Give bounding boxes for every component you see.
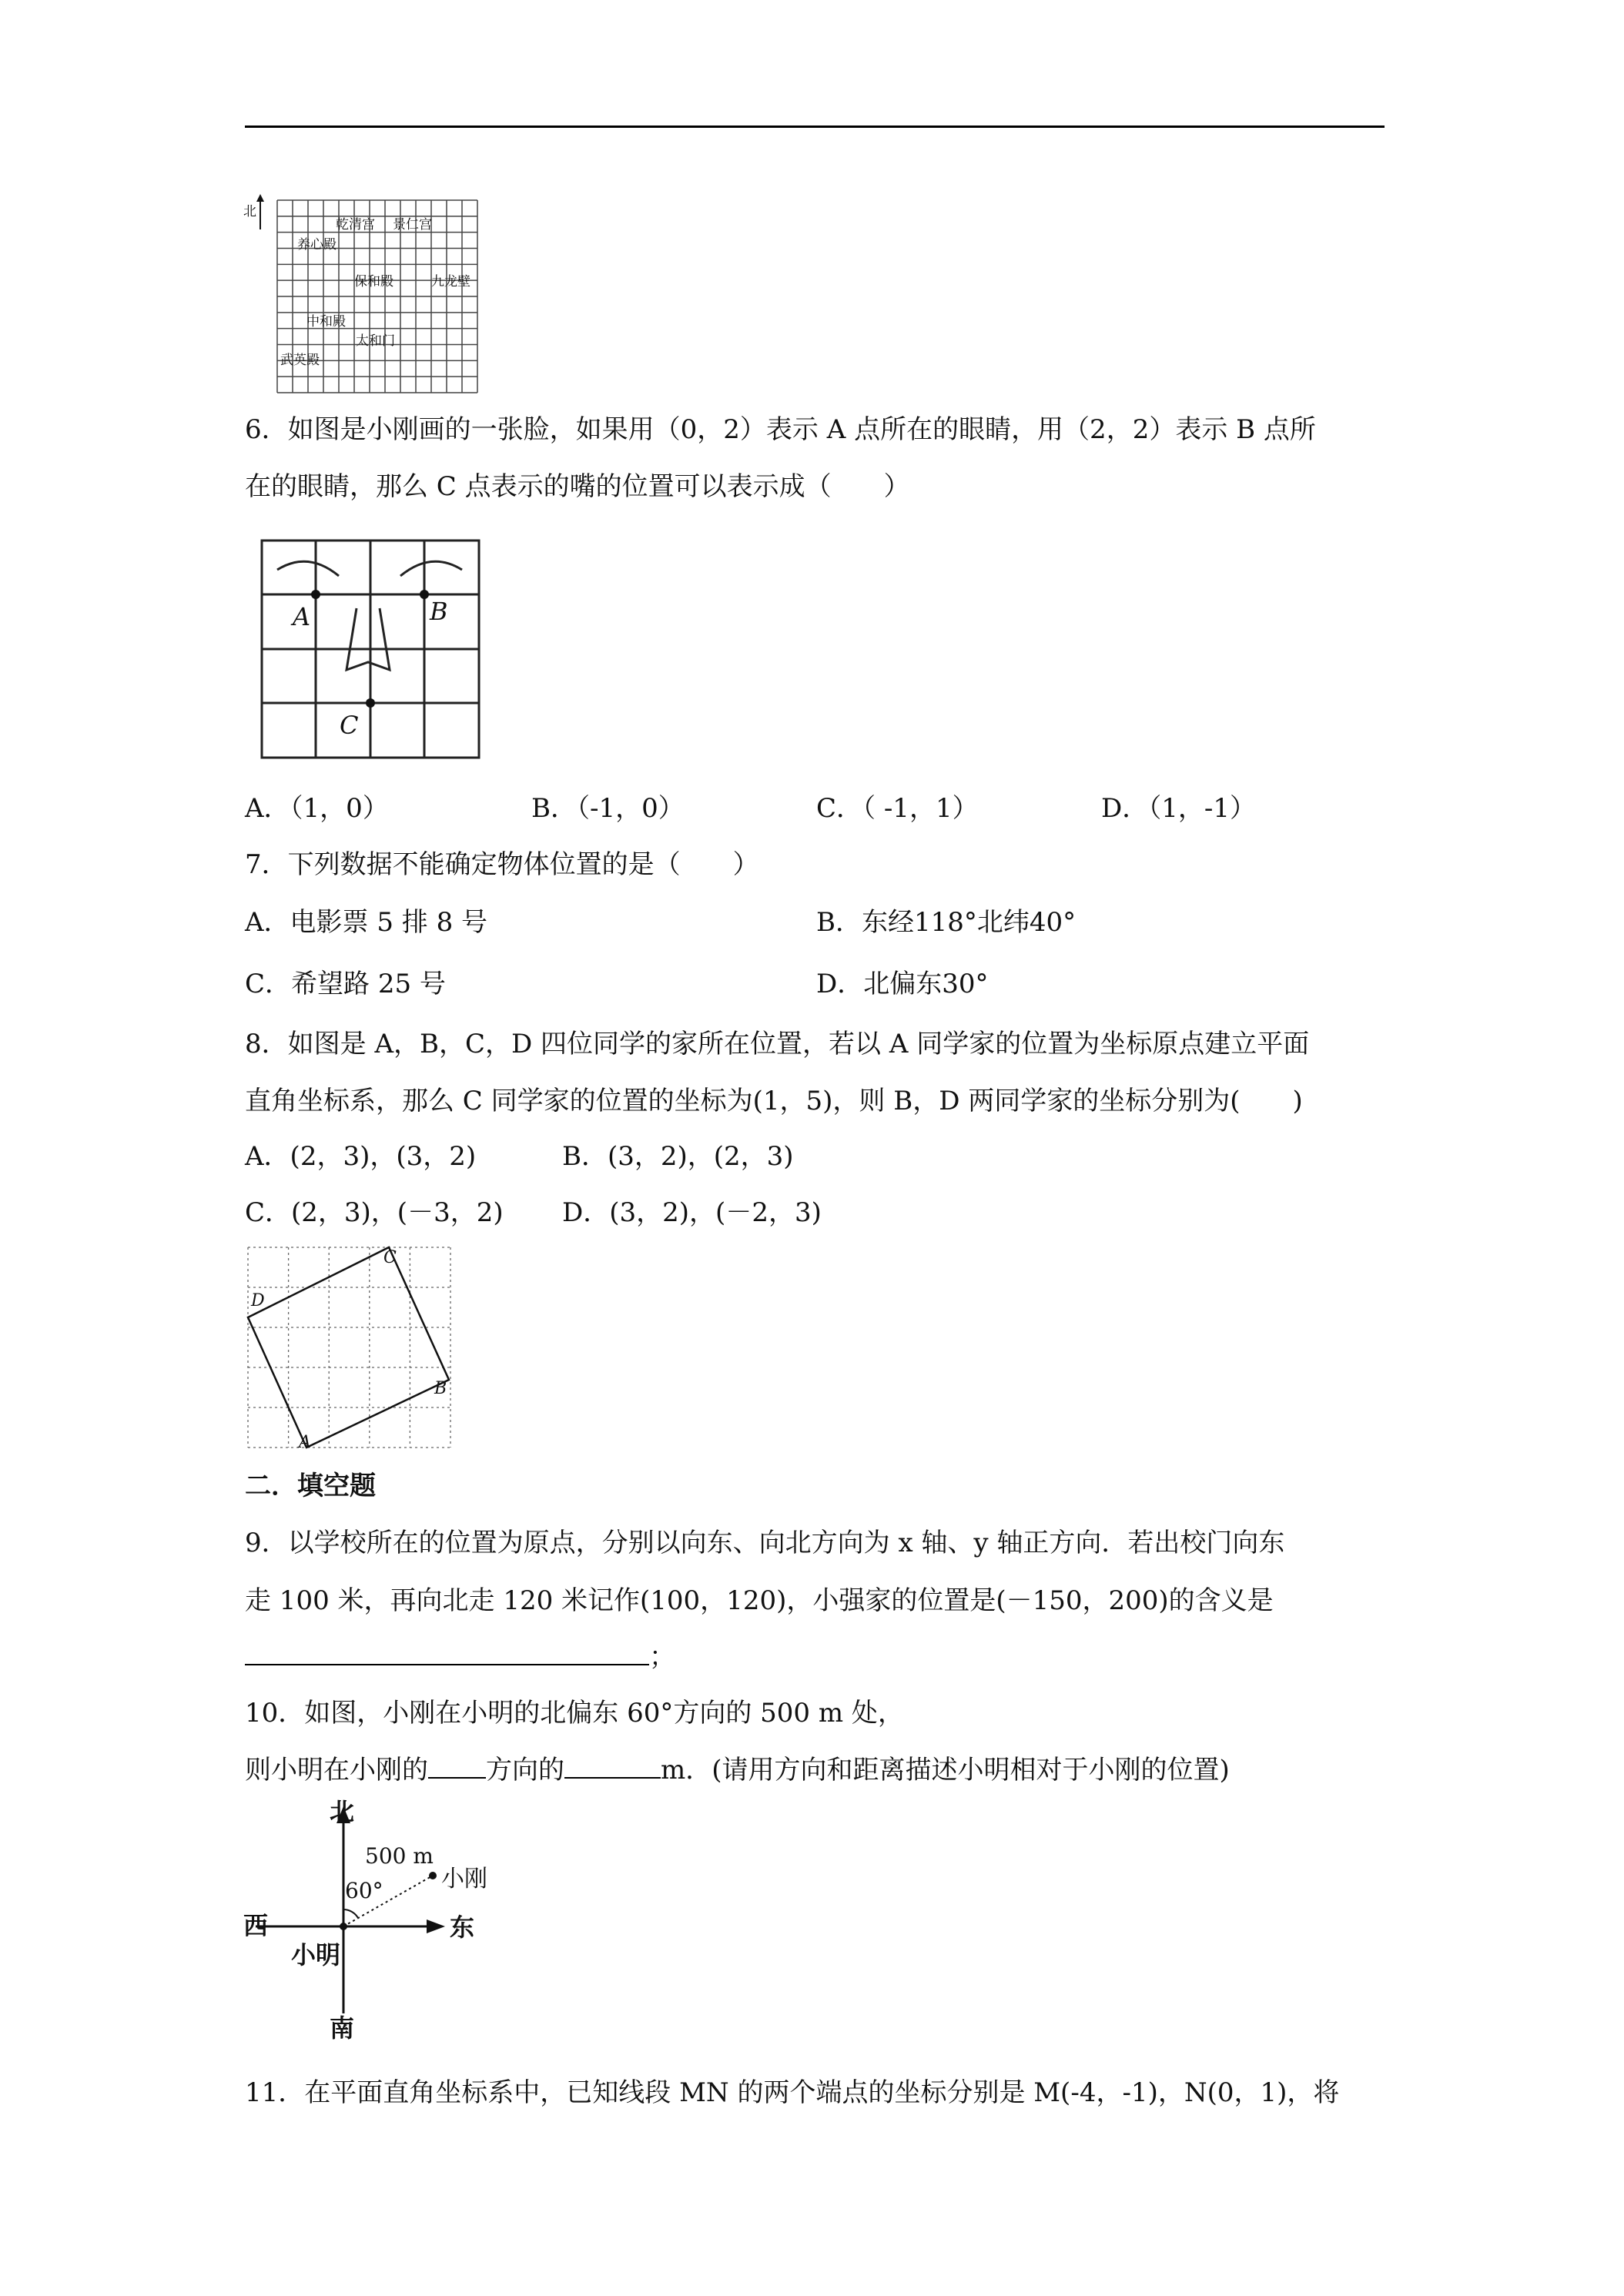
bearing-figure (243, 1797, 537, 2048)
north-label: 北 (330, 1797, 355, 1826)
q10-distance-blank[interactable] (564, 1754, 661, 1779)
palace-baohe: 保和殿 (354, 274, 393, 290)
q7-option-a[interactable]: A．电影票 5 排 8 号 (245, 907, 488, 938)
right-eyebrow (400, 561, 462, 576)
nose (347, 608, 390, 670)
angle-label: 60° (345, 1878, 383, 1903)
north-label: 北 (243, 204, 256, 219)
east-arrow-icon (427, 1919, 445, 1933)
palace-qianqing: 乾清宫 (336, 217, 375, 233)
target-label: 小刚 (441, 1866, 487, 1893)
point-b-label: B (434, 1379, 447, 1398)
q9-answer-line (245, 1641, 675, 1672)
q6-option-b[interactable]: B．（-1，0） (531, 793, 685, 824)
header-rule (245, 126, 1385, 128)
q10-text-a: 则小明在小刚的 (245, 1755, 428, 1786)
q8-stem-line1: 8．如图是 A，B，C，D 四位同学的家所在位置，若以 A 同学家的位置为坐标原点建立平面 (245, 1029, 1310, 1059)
q9-stem-line2: 走 100 米，再向北走 120 米记作(100，120)，小强家的位置是(－150，200)的含义是 (245, 1585, 1274, 1616)
palace-jingren: 景仁宫 (393, 217, 432, 233)
q6-option-a[interactable]: A．（1，0） (245, 793, 389, 824)
q10-stem-line2 (245, 1754, 1230, 1786)
q8-option-a[interactable]: A．(2，3)，(3，2) (245, 1141, 477, 1172)
point-c-label: C (383, 1248, 397, 1267)
east-label: 东 (450, 1913, 475, 1942)
south-label: 南 (330, 2013, 355, 2043)
xiaogang-dot (429, 1872, 437, 1879)
point-a-label: A (293, 602, 311, 631)
quadrilateral-abcd (248, 1247, 449, 1448)
origin-label: 小明 (291, 1940, 341, 1970)
q11-stem-line1: 11．在平面直角坐标系中，已知线段 MN 的两个端点的坐标分别是 M(-4，-1)，N(0，1)，将 (245, 2077, 1340, 2108)
palace-jiulong: 九龙壁 (431, 274, 470, 290)
palace-yangxin: 养心殿 (297, 237, 337, 253)
q7-stem: 7．下列数据不能确定物体位置的是（ ） (245, 849, 759, 880)
q8-option-c[interactable]: C．(2，3)，(－3，2) (245, 1197, 504, 1228)
west-label: 西 (243, 1911, 269, 1940)
q7-option-b[interactable]: B．东经118°北纬40° (816, 907, 1077, 938)
q8-option-d[interactable]: D．(3，2)，(－2，3) (562, 1197, 822, 1228)
distance-label: 500 m (365, 1843, 434, 1869)
section-fill-blank-heading: 二．填空题 (245, 1471, 376, 1501)
point-b-label: B (430, 597, 448, 626)
q7-option-c[interactable]: C．希望路 25 号 (245, 969, 446, 999)
face-figure (260, 539, 484, 762)
angle-arc (343, 1909, 358, 1918)
q6-option-d[interactable]: D．（1，-1） (1101, 793, 1257, 824)
palace-zhonghe: 中和殿 (306, 314, 346, 330)
point-a-label: A (299, 1433, 311, 1452)
palace-grid-figure (245, 192, 484, 397)
q10-stem-line1: 10．如图，小刚在小明的北偏东 60°方向的 500 m 处， (245, 1698, 904, 1729)
q10-text-c: m．(请用方向和距离描述小明相对于小刚的位置) (661, 1755, 1230, 1786)
q9-answer-blank[interactable] (245, 1641, 649, 1665)
point-c-dot (366, 698, 375, 708)
left-eyebrow (277, 561, 339, 576)
point-b-dot (420, 590, 429, 599)
q8-option-b[interactable]: B．(3，2)，(2，3) (562, 1141, 794, 1172)
palace-wuying: 武英殿 (280, 353, 320, 368)
q9-tail: ； (649, 1642, 675, 1672)
q9-stem-line1: 9．以学校所在的位置为原点，分别以向东、向北方向为 x 轴、y 轴正方向．若出校门向东 (245, 1528, 1285, 1558)
q7-option-d[interactable]: D．北偏东30° (816, 969, 989, 999)
north-arrowhead-icon (256, 194, 264, 202)
q10-direction-blank[interactable] (428, 1754, 486, 1779)
palace-taihe: 太和门 (356, 333, 395, 349)
q10-text-b: 方向的 (486, 1755, 564, 1786)
point-d-label: D (251, 1291, 265, 1310)
point-c-label: C (340, 711, 359, 740)
abcd-grid-figure (246, 1246, 454, 1450)
q6-stem-line2: 在的眼睛，那么 C 点表示的嘴的位置可以表示成（ ） (245, 471, 910, 502)
q6-option-c[interactable]: C．（ -1，1） (816, 793, 979, 824)
point-a-dot (311, 590, 320, 599)
q8-stem-line2: 直角坐标系，那么 C 同学家的位置的坐标为(1，5)，则 B，D 两同学家的坐标分别为( ) (245, 1086, 1303, 1116)
xiaoming-dot (340, 1923, 347, 1930)
q6-stem-line1: 6．如图是小刚画的一张脸，如果用（0，2）表示 A 点所在的眼睛，用（2，2）表示 B 点所 (245, 414, 1316, 445)
